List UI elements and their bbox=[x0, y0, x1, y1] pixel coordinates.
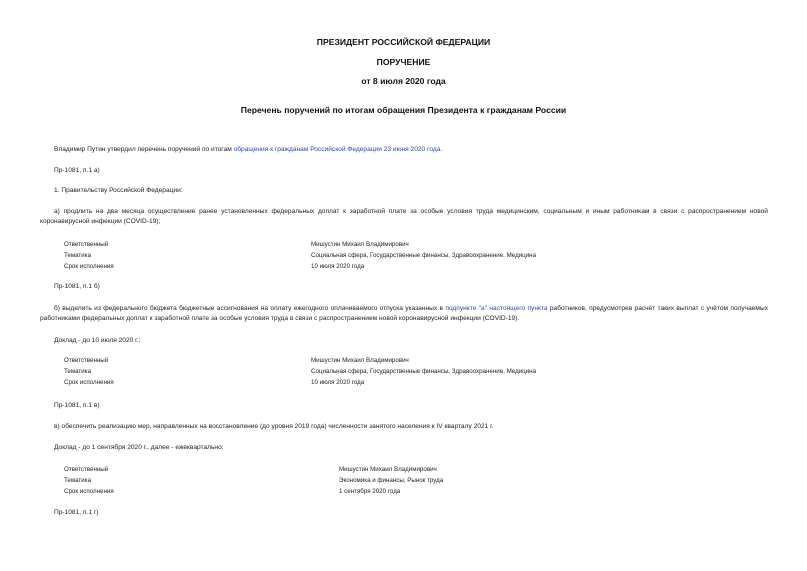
order-ref-b: Пр-1081, п.1 б) bbox=[54, 283, 100, 290]
meta-value: Экономика и финансы, Рынок труда bbox=[339, 477, 444, 484]
meta-row-responsible bbox=[64, 239, 764, 250]
meta-value: 1 сентября 2020 года bbox=[339, 488, 401, 495]
meta-value: Мишустин Михаил Владимирович bbox=[311, 357, 409, 364]
order-ref-g: Пр-1081, п.1 г) bbox=[54, 509, 99, 516]
meta-row-responsible bbox=[64, 464, 764, 475]
meta-label: Ответственный bbox=[64, 357, 109, 364]
meta-value: Мишустин Михаил Владимирович bbox=[339, 466, 437, 473]
section-heading: 1. Правительству Российской Федерации: bbox=[54, 187, 183, 194]
document-date: от 8 июля 2020 года bbox=[361, 76, 446, 86]
meta-row-responsible bbox=[64, 355, 764, 366]
meta-label: Тематика bbox=[64, 477, 92, 484]
address-link[interactable]: обращения к гражданам Российской Федерации 23 июня 2020 года bbox=[233, 146, 441, 153]
meta-label: Срок исполнения bbox=[64, 488, 114, 495]
order-body-b-text-end: работников, предусмотрев расчёт таких выплат с учётом получаемых работниками федеральных доплат к заработной плате за особые условия труда в связи с распространением новой коронавирусной инфекции (COVID-19). bbox=[40, 305, 768, 322]
meta-value: Социальная сфера, Государственные финансы, Здравоохранение, Медицина bbox=[311, 368, 537, 375]
meta-label: Ответственный bbox=[64, 241, 109, 248]
order-meta-v bbox=[64, 464, 764, 497]
meta-value: Мишустин Михаил Владимирович bbox=[311, 241, 409, 248]
document-title: Перечень поручений по итогам обращения Президента к гражданам России bbox=[240, 105, 567, 115]
meta-value: 10 июля 2020 года bbox=[311, 263, 365, 270]
document-authority: ПРЕЗИДЕНТ РОССИЙСКОЙ ФЕДЕРАЦИИ bbox=[316, 37, 491, 47]
order-ref-v: Пр-1081, п.1 в) bbox=[54, 402, 100, 409]
order-meta-a bbox=[64, 239, 764, 272]
meta-row-topic bbox=[64, 475, 764, 486]
meta-row-deadline bbox=[64, 377, 764, 388]
meta-row-deadline bbox=[64, 486, 764, 497]
intro-text: Владимир Путин утвердил перечень поручений по итогам bbox=[54, 146, 234, 153]
meta-label: Ответственный bbox=[64, 466, 109, 473]
order-body-b-text: б) выделить из федерального бюджета бюджетные ассигнования на оплату ежегодного оплачиваемого отпуска указанных в bbox=[54, 305, 446, 312]
meta-value: 10 июля 2020 года bbox=[311, 379, 365, 386]
order-ref-a: Пр-1081, п.1 а) bbox=[54, 167, 100, 174]
document-type: ПОРУЧЕНИЕ bbox=[376, 57, 431, 67]
meta-row-topic bbox=[64, 366, 764, 377]
meta-row-topic bbox=[64, 250, 764, 261]
meta-label: Тематика bbox=[64, 368, 92, 375]
report-deadline-v: Доклад - до 1 сентября 2020 г., далее - ежеквартально; bbox=[54, 444, 224, 451]
subpoint-link[interactable]: подпункте "а" настоящего пункта bbox=[445, 305, 548, 312]
meta-label: Срок исполнения bbox=[64, 379, 114, 386]
intro-text-end: . bbox=[440, 146, 443, 153]
meta-label: Тематика bbox=[64, 252, 92, 259]
order-body-v: в) обеспечить реализацию мер, направленных на восстановление (до уровня 2019 года) численности занятого населения к IV кварталу 2021 г. bbox=[54, 423, 494, 430]
order-body-b bbox=[40, 304, 768, 324]
order-meta-b bbox=[64, 355, 764, 388]
report-deadline-b: Доклад - до 10 июля 2020 г.; bbox=[54, 337, 141, 344]
meta-label: Срок исполнения bbox=[64, 263, 114, 270]
meta-row-deadline bbox=[64, 261, 764, 272]
meta-value: Социальная сфера, Государственные финансы, Здравоохранение, Медицина bbox=[311, 252, 537, 259]
intro-paragraph bbox=[54, 145, 774, 155]
order-body-a: а) продлить на два месяца осуществление ранее установленных федеральных доплат к заработной плате за особые условия труда медицинским, социальным и иным работникам в связи с распространением новой коронавирусной инфекции (COVID-19); bbox=[40, 208, 768, 225]
